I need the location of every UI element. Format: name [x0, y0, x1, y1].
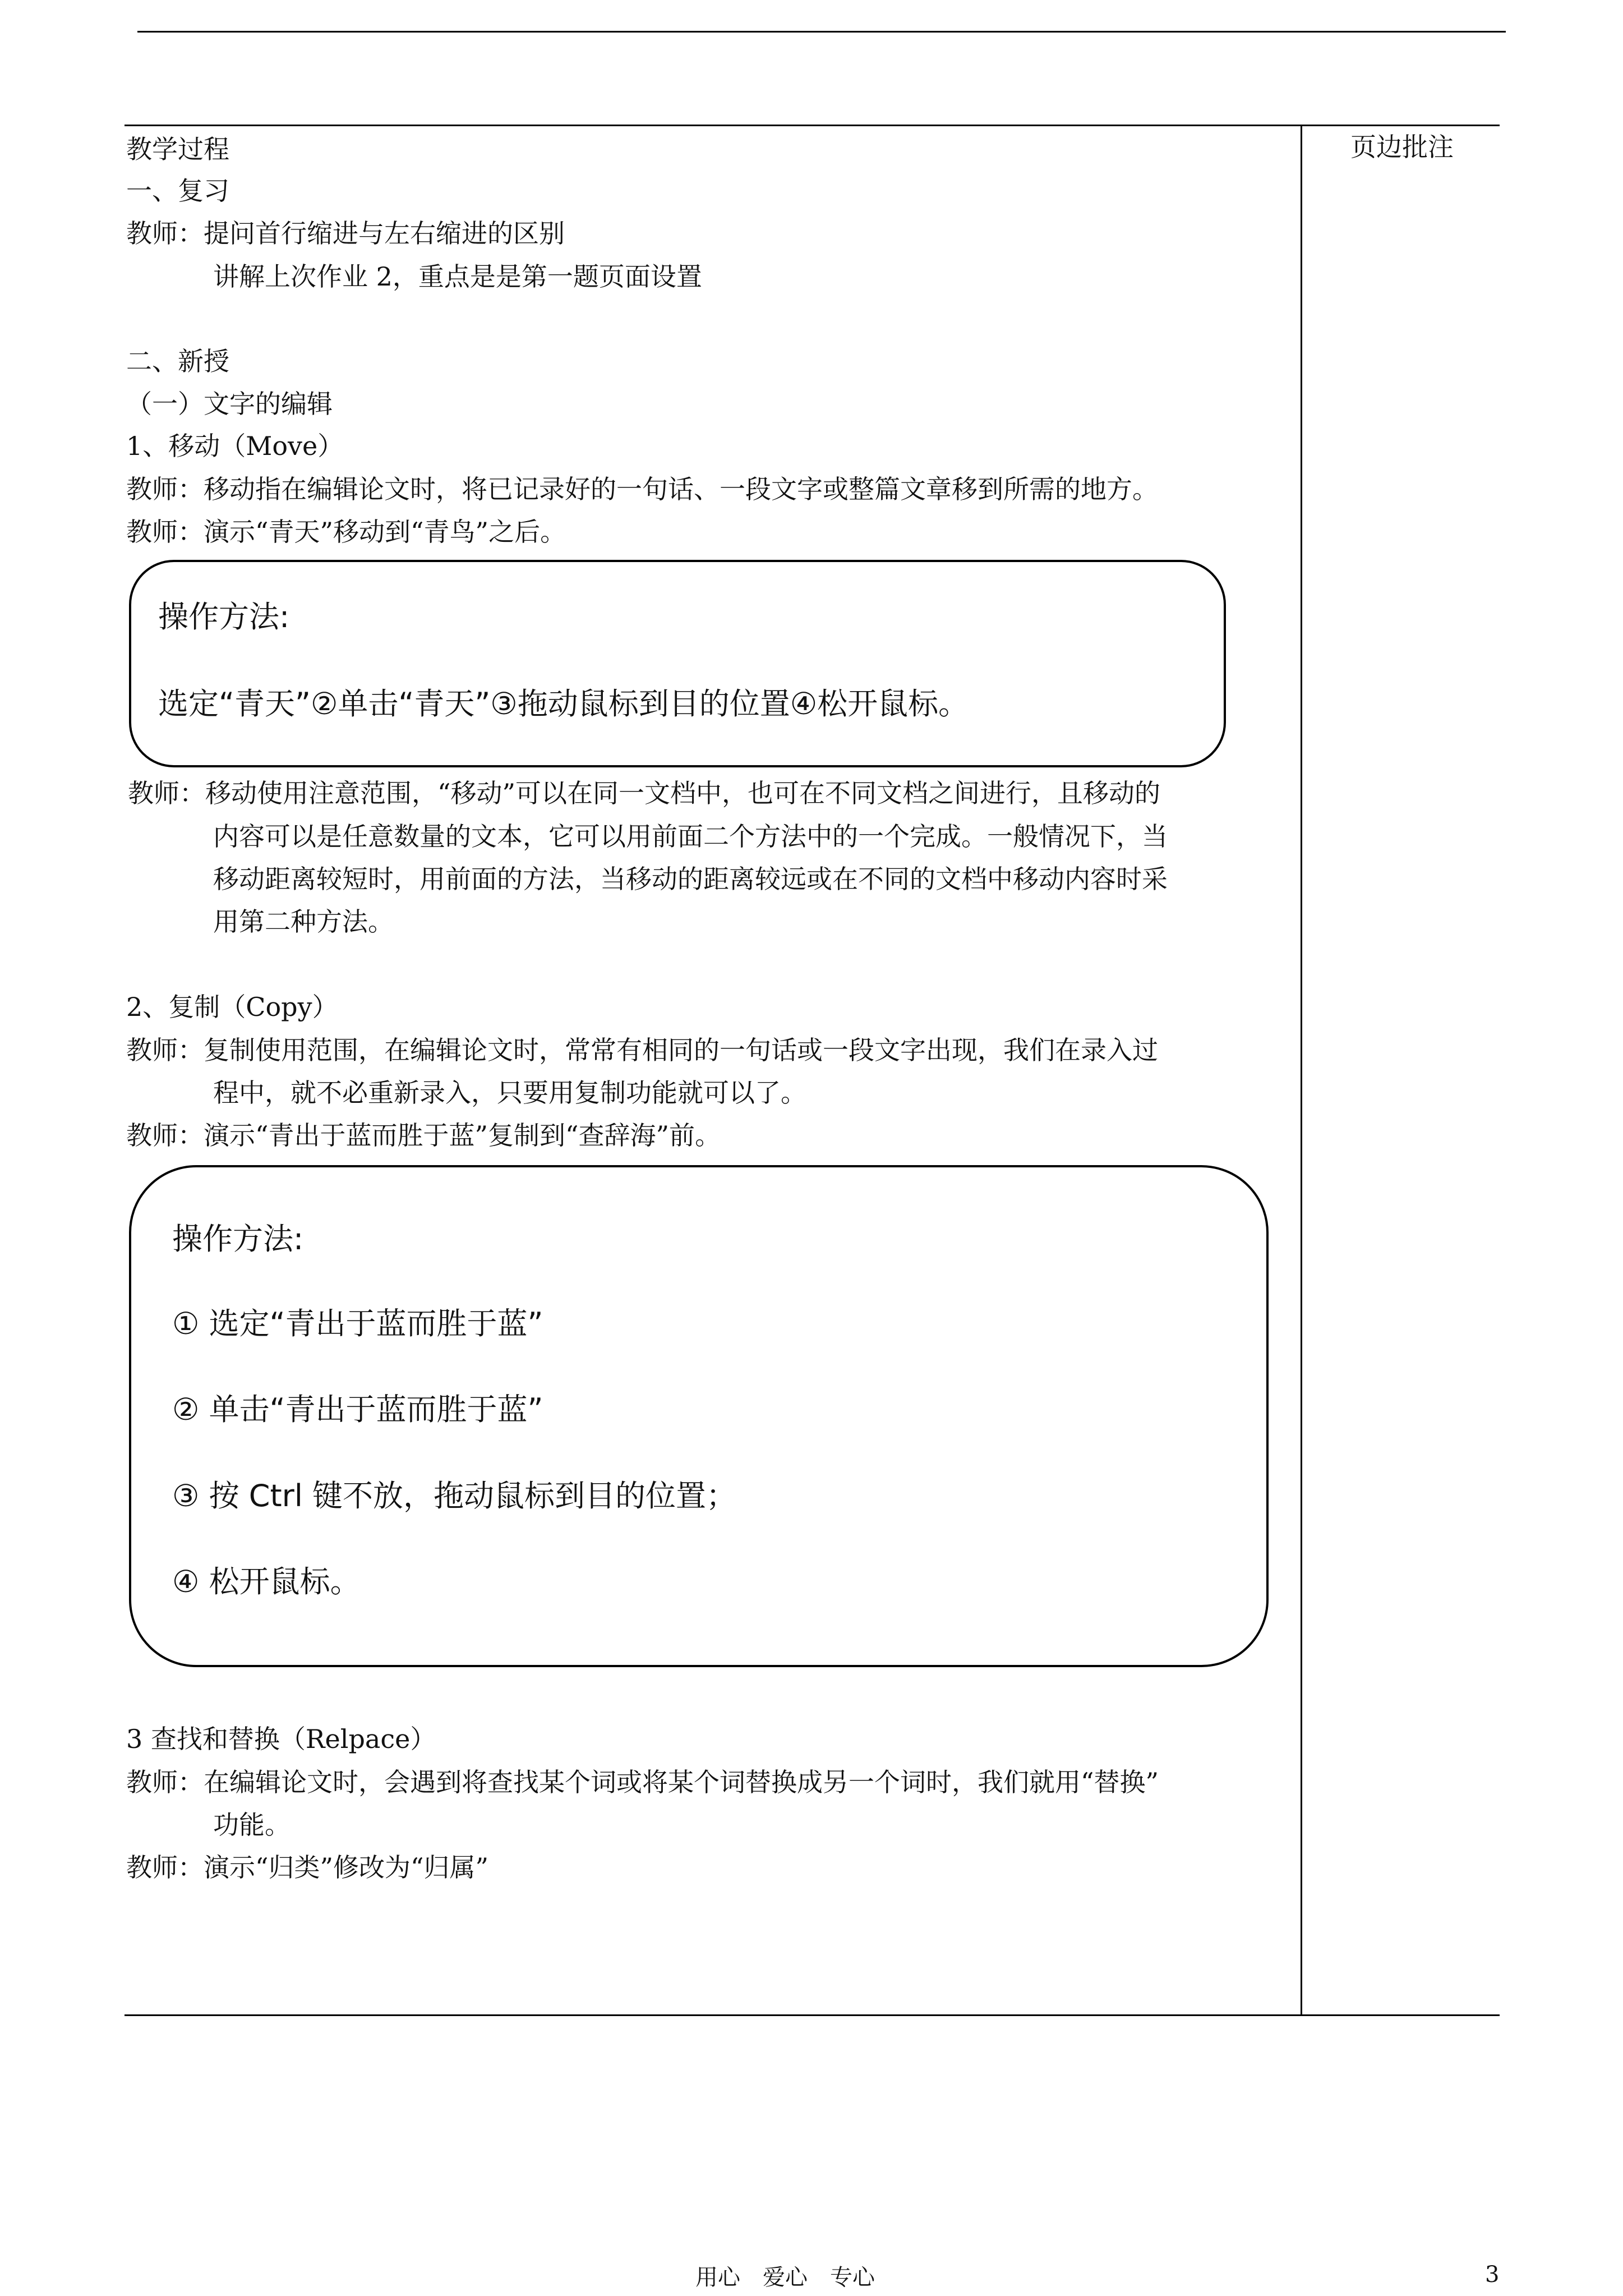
move-note-line-3: 移动距离较短时，用前面的方法，当移动的距离较远或在不同的文档中移动内容时采 [213, 864, 1168, 894]
move-heading: 1、移动（Move） [126, 431, 344, 461]
review-heading: 一、复习 [126, 176, 229, 206]
move-note-line-2: 内容可以是任意数量的文本，它可以用前面二个方法中的一个完成。一般情况下，当 [213, 821, 1168, 852]
replace-demo: 教师：演示“归类”修改为“归属” [126, 1852, 489, 1883]
move-definition: 教师：移动指在编辑论文时，将已记录好的一句话、一段文字或整篇文章移到所需的地方。 [126, 474, 1158, 504]
box-copy-step-3: ③ 按 Ctrl 键不放，拖动鼠标到目的位置； [172, 1478, 736, 1513]
box-copy-title: 操作方法: [172, 1221, 304, 1257]
page-top-rule [137, 31, 1506, 33]
review-line-2: 讲解上次作业 2，重点是是第一题页面设置 [213, 261, 702, 292]
text-editing-heading: （一）文字的编辑 [126, 389, 333, 419]
copy-definition-line-1: 教师：复制使用范围，在编辑论文时，常常有相同的一句话或一段文字出现，我们在录入过 [126, 1035, 1158, 1065]
move-note-line-1: 教师：移动使用注意范围，“移动”可以在同一文档中，也可在不同文档之间进行，且移动的 [128, 778, 1161, 808]
process-title: 教学过程 [126, 134, 229, 164]
table-top-border [125, 125, 1500, 126]
new-lesson-heading: 二、新授 [126, 346, 229, 376]
copy-demo: 教师：演示“青出于蓝而胜于蓝”复制到“查辞海”前。 [126, 1120, 721, 1151]
replace-definition-line-2: 功能。 [213, 1810, 291, 1840]
table-column-divider [1301, 125, 1302, 2016]
box-move-title: 操作方法: [158, 599, 290, 634]
review-line-1: 教师：提问首行缩进与左右缩进的区别 [126, 218, 565, 249]
copy-definition-line-2: 程中，就不必重新录入，只要用复制功能就可以了。 [213, 1078, 806, 1108]
box-move-steps: 选定“青天”②单击“青天”③拖动鼠标到目的位置④松开鼠标。 [158, 686, 969, 721]
box-copy-step-2: ② 单击“青出于蓝而胜于蓝” [172, 1392, 543, 1427]
box-copy-step-1: ① 选定“青出于蓝而胜于蓝” [172, 1306, 543, 1341]
move-note-line-4: 用第二种方法。 [213, 907, 394, 937]
page-number: 3 [1485, 2262, 1500, 2288]
box-copy-step-4: ④ 松开鼠标。 [172, 1564, 361, 1599]
footer-motto: 用心 爱心 专心 [695, 2265, 875, 2290]
replace-heading: 3 查找和替换（Relpace） [126, 1724, 436, 1754]
copy-heading: 2、复制（Copy） [126, 992, 338, 1022]
operation-box-move [129, 560, 1226, 767]
replace-definition-line-1: 教师：在编辑论文时，会遇到将查找某个词或将某个词替换成另一个词时，我们就用“替换” [126, 1767, 1159, 1797]
table-bottom-border [125, 2014, 1500, 2016]
margin-notes-header: 页边批注 [1350, 132, 1454, 162]
move-demo: 教师：演示“青天”移动到“青鸟”之后。 [126, 517, 566, 547]
